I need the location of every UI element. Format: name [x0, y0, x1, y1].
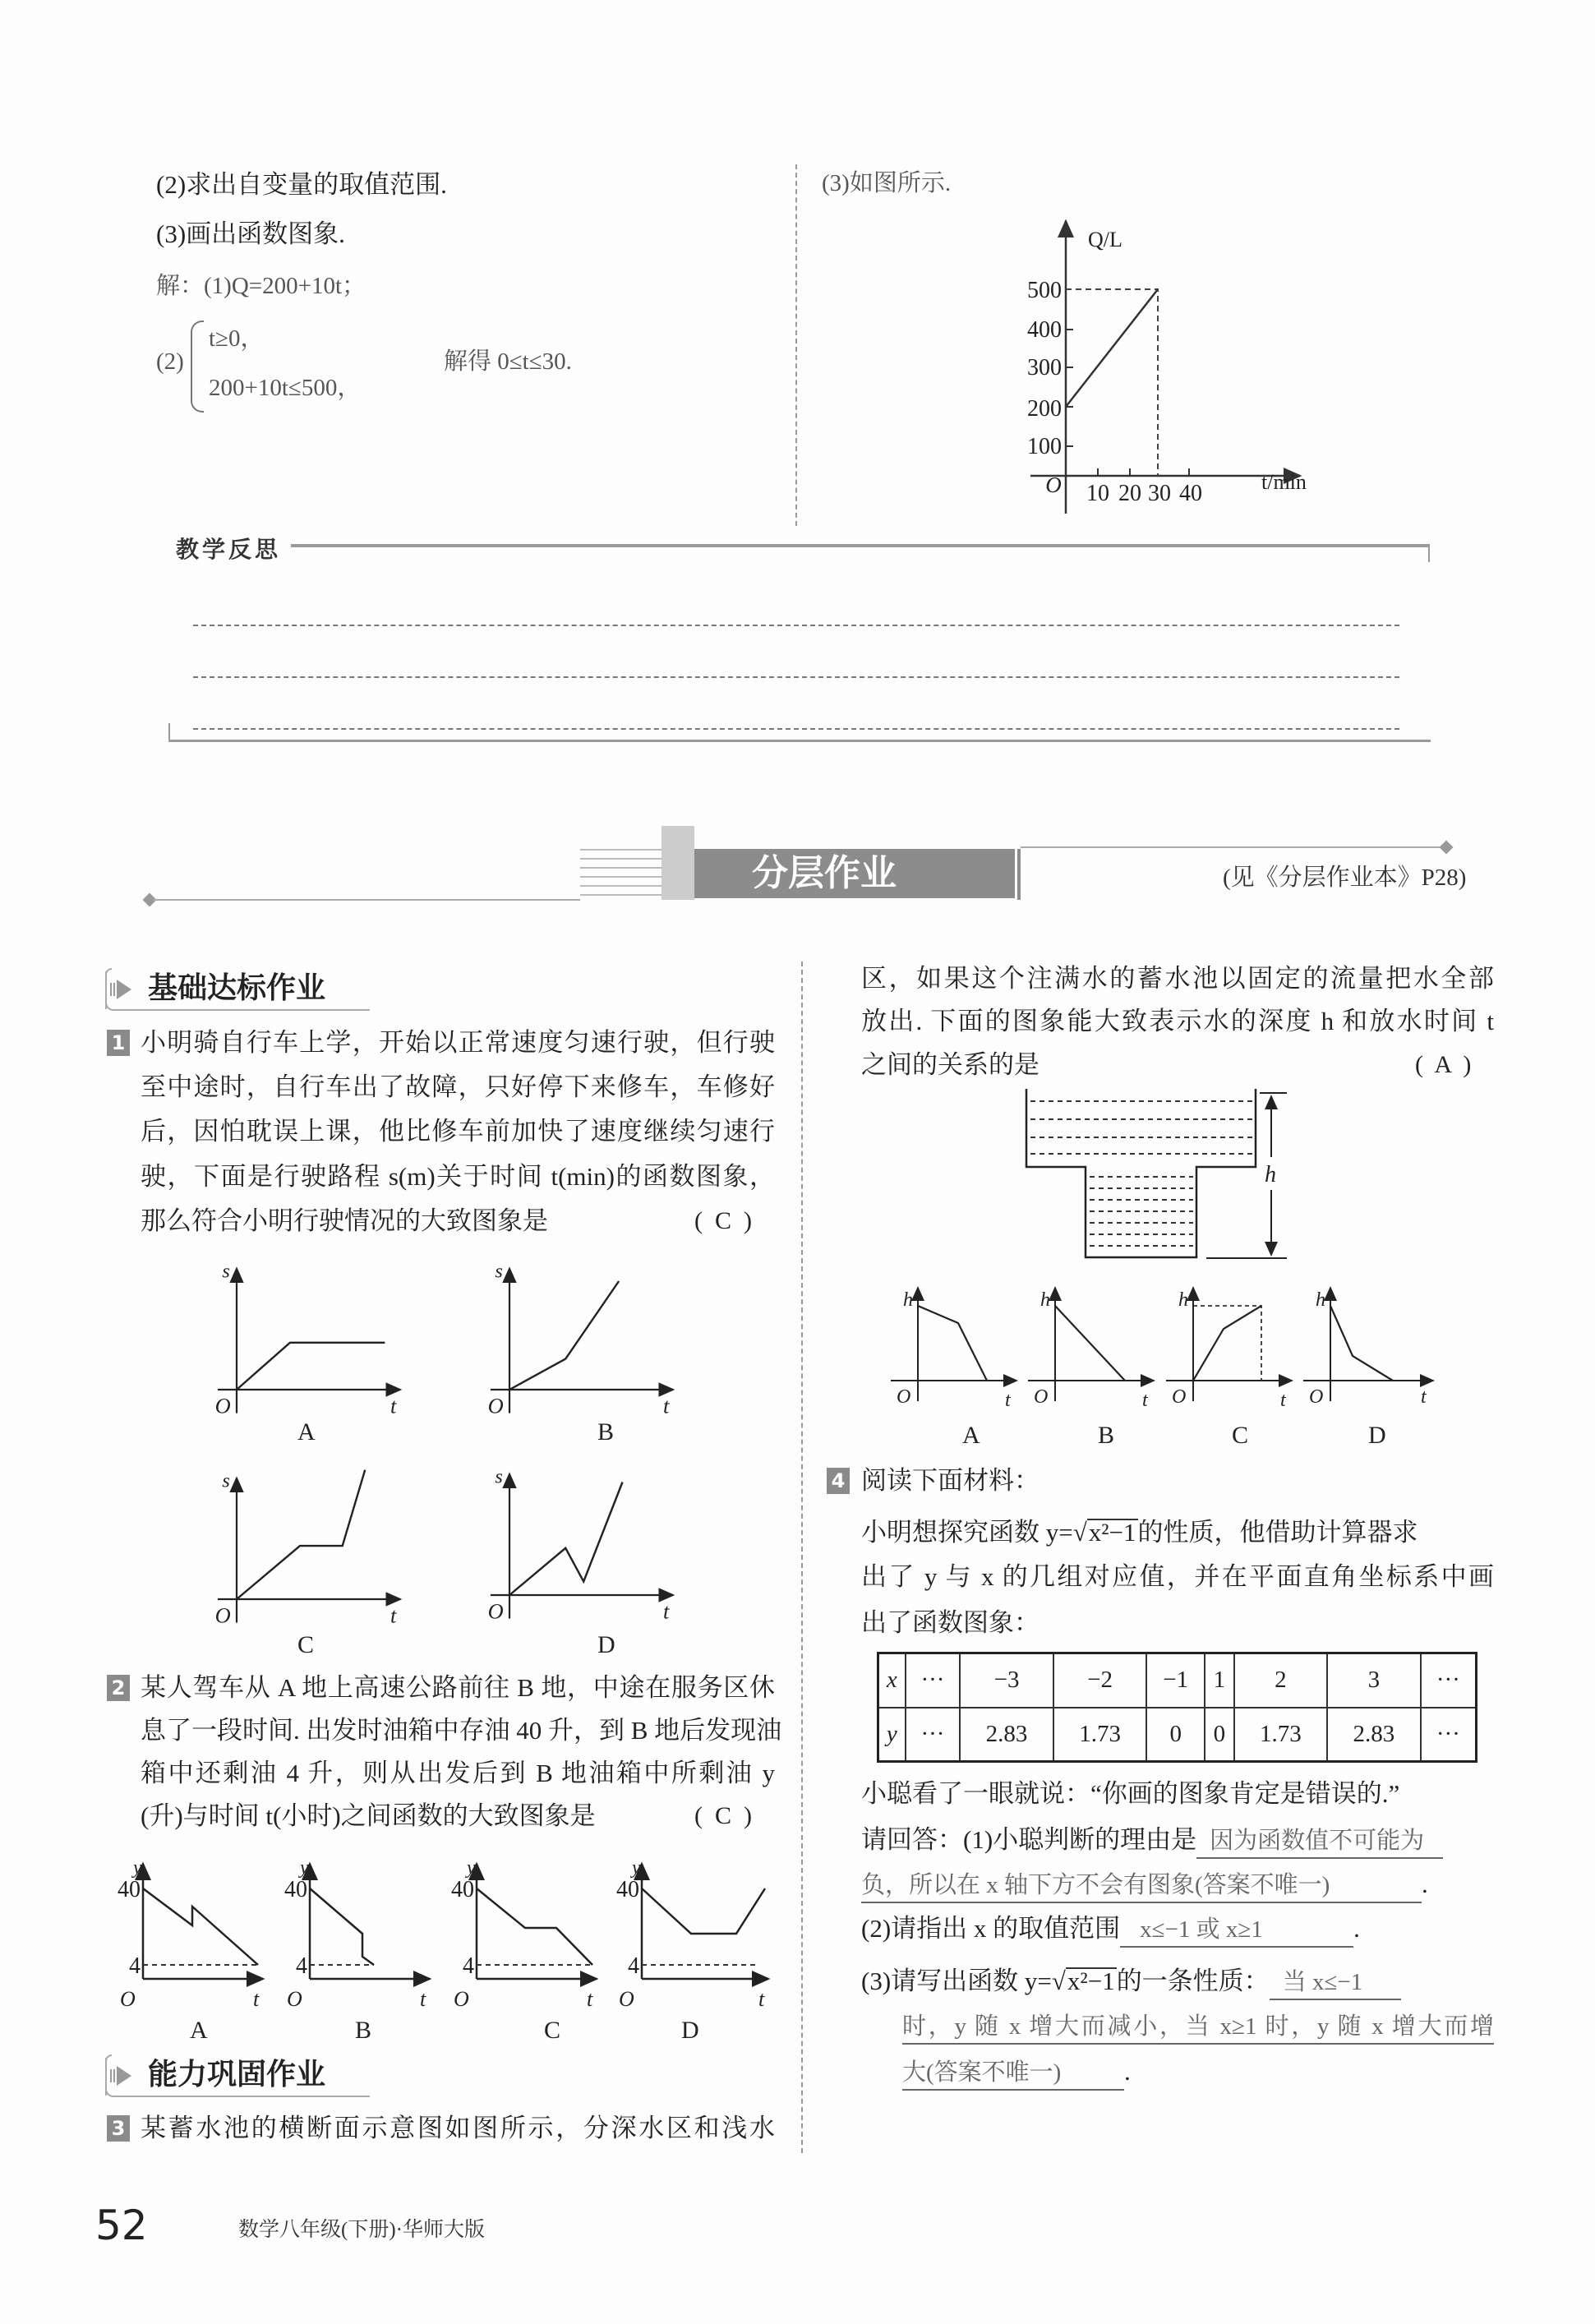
answer-choice: ( C ) [694, 1802, 752, 1829]
question-text: 小明骑自行车上学，开始以正常速度匀速行驶，但行驶 [141, 1028, 775, 1057]
table-cell: 0 [1146, 1708, 1205, 1762]
inequality-2: 200+10t≤500， [209, 375, 362, 401]
part-3-prompt: 的一条性质： [1116, 1967, 1270, 1995]
table-cell: −3 [960, 1653, 1053, 1708]
table-row-y [878, 1708, 1477, 1762]
reservoir-outline [1026, 1089, 1256, 1257]
part-2-prompt: (2)请指出 x 的取值范围 [861, 1914, 1121, 1943]
table-cell: x [878, 1653, 906, 1708]
axis-label-t: t [420, 1987, 426, 2011]
fuel-graph-option-b [269, 1856, 433, 2012]
question-part-2: (2)求出自变量的取值范围. [156, 170, 447, 199]
axis-label-h: h [1178, 1289, 1188, 1311]
table-cell: ··· [906, 1708, 961, 1762]
system-brace [191, 320, 204, 413]
reflection-title: 教学反思 [176, 536, 282, 563]
value-4-label: 4 [463, 1953, 474, 1979]
banner-rule-right [1021, 846, 1446, 848]
graph-line [509, 1281, 619, 1390]
solution-part-2-result: 解得 0≤t≤30. [444, 348, 572, 375]
graph-line [310, 1888, 374, 1965]
table-cell: 3 [1327, 1653, 1421, 1708]
x-axis-label: t/min [1261, 470, 1307, 494]
table-cell: ··· [906, 1653, 961, 1708]
option-label: A [190, 2017, 208, 2044]
answer-choice: ( C ) [694, 1207, 752, 1234]
part-1-answer[interactable]: 因为函数值不可能为 [1196, 1824, 1443, 1859]
depth-graph-option-d [1298, 1278, 1437, 1409]
question-text: 箱中还剩油 4 升，则从出发后到 B 地油箱中所剩油 y [141, 1759, 775, 1787]
graph-option-c [201, 1455, 408, 1626]
table-cell: 1.73 [1053, 1708, 1147, 1762]
intro-text: 小明想探究函数 y= [861, 1518, 1073, 1547]
question-text: 某蓄水池的横断面示意图如图所示，分深水区和浅水 [141, 2114, 775, 2142]
arrow-icon [110, 2069, 117, 2082]
table-cell: 2 [1234, 1653, 1328, 1708]
period: . [1124, 2057, 1131, 2086]
axis-label-t: t [253, 1987, 260, 2011]
axis-label-t: t [1005, 1390, 1011, 1409]
value-40-label: 40 [284, 1877, 307, 1902]
height-label: h [1265, 1162, 1276, 1187]
arrow-icon [117, 2066, 131, 2086]
axis-label-t: t [390, 1393, 397, 1417]
graph-line [477, 1888, 592, 1965]
option-label: C [1232, 1422, 1249, 1449]
question-text: 后，因怕耽误上课，他比修车前加快了速度继续匀速行 [141, 1117, 775, 1146]
option-label: D [681, 2017, 699, 2044]
part-1-prompt: 请回答：(1)小聪判断的理由是 [861, 1825, 1197, 1854]
axis-label-t: t [758, 1987, 765, 2011]
water-lines [1030, 1101, 1252, 1246]
part-3-answer[interactable]: 大(答案不唯一) [902, 2056, 1124, 2091]
question-text: 息了一段时间. 出发时油箱中存油 40 升，到 B 地后发现油 [141, 1716, 782, 1745]
origin-label: O [1045, 473, 1062, 497]
question-text: (升)与时间 t(小时)之间函数的大致图象是 [141, 1801, 596, 1830]
fuel-graph-option-a [102, 1856, 266, 2012]
axis-label-y: y [300, 1857, 309, 1879]
part-2-line [861, 1912, 1360, 1945]
option-label: A [297, 1418, 316, 1446]
section-title: 基础达标作业 [148, 971, 326, 1005]
fuel-graph-option-d [601, 1856, 773, 2012]
y-tick-label: 200 [1027, 396, 1062, 422]
intro-line: 出了函数图象： [861, 1608, 1040, 1637]
origin-label: O [287, 1987, 302, 2011]
sqrt-expression: √x²−1 [1051, 1967, 1115, 1995]
axis-label-t: t [663, 1393, 670, 1417]
option-label: D [597, 1631, 615, 1658]
question-number: 3 [107, 2115, 130, 2142]
column-divider [795, 164, 797, 526]
question-title: 阅读下面材料： [861, 1466, 1040, 1495]
question-text: 某人驾车从 A 地上高速公路前往 B 地，中途在服务区休 [141, 1673, 775, 1702]
y-tick-label: 100 [1027, 434, 1062, 459]
function-line [1066, 289, 1158, 407]
origin-label: O [214, 1393, 231, 1417]
question-text: 区，如果这个注满水的蓄水池以固定的流量把水全部 [861, 964, 1494, 993]
fuel-graph-option-c [436, 1856, 600, 2012]
reservoir-cross-section [1011, 1085, 1290, 1274]
axis-label-h: h [1316, 1289, 1325, 1311]
depth-graph-option-b [1022, 1278, 1158, 1409]
x-tick-label: 40 [1179, 481, 1202, 506]
origin-label: O [1172, 1386, 1187, 1408]
arrow-icon [117, 980, 131, 999]
graph-option-a [201, 1245, 408, 1417]
option-label: C [544, 2017, 561, 2044]
axis-label-t: t [390, 1602, 397, 1626]
banner-logo-block [662, 826, 694, 900]
graph-line [509, 1482, 623, 1596]
period: . [1353, 1914, 1360, 1943]
origin-label: O [487, 1598, 504, 1622]
axis-label-s: s [222, 1469, 230, 1492]
axis-label-t: t [1421, 1386, 1427, 1408]
graph-line [918, 1306, 987, 1381]
y-axis-label: Q/L [1088, 228, 1122, 251]
option-label: A [962, 1422, 980, 1449]
axis-label-t: t [587, 1987, 593, 2011]
part-1-line [861, 1868, 1428, 1901]
origin-label: O [619, 1987, 634, 2011]
sqrt-expression: √x²−1 [1072, 1518, 1136, 1547]
column-divider [801, 961, 803, 2153]
value-40-label: 40 [616, 1877, 639, 1902]
section-title: 能力巩固作业 [148, 2058, 326, 2091]
book-title: 数学八年级(下册)·华师大版 [238, 2219, 485, 2241]
inequality-1: t≥0， [209, 325, 265, 352]
arrow-icon [110, 983, 117, 996]
reflection-top-rule [291, 544, 1430, 547]
table-cell: 1 [1205, 1653, 1234, 1708]
part-3-answer[interactable]: 当 x≤−1 [1270, 1966, 1401, 2000]
value-40-label: 40 [451, 1877, 474, 1902]
depth-graph-option-a [885, 1278, 1021, 1409]
option-label: C [297, 1631, 315, 1658]
question-text: 那么符合小明行驶情况的大致图象是 [141, 1206, 548, 1235]
origin-label: O [487, 1393, 504, 1417]
comment-text: 小聪看了一眼就说：“你画的图象肯定是错误的.” [861, 1779, 1400, 1808]
reflection-corner [1428, 544, 1430, 562]
question-number: 2 [107, 1675, 130, 1701]
writing-line[interactable] [193, 676, 1399, 678]
part-3-line [861, 1965, 1401, 1998]
axis-label-y: y [467, 1857, 476, 1879]
table-row-x [878, 1653, 1477, 1708]
option-label: B [355, 2017, 372, 2044]
reflection-bottom-rule [168, 740, 1431, 742]
intro-line [861, 1516, 1418, 1549]
table-cell: 1.73 [1234, 1708, 1328, 1762]
part-2-answer[interactable]: x≤−1 或 x≥1 [1120, 1913, 1353, 1948]
banner-bar [1017, 849, 1021, 900]
question-text: 驶，下面是行驶路程 s(m)关于时间 t(min)的函数图象， [141, 1162, 775, 1191]
answer-choice: ( A ) [1415, 1051, 1472, 1078]
graph-line [143, 1888, 258, 1965]
question-text: 放出. 下面的图象能大致表示水的深度 h 和放水时间 t [861, 1007, 1494, 1035]
part-1-line [861, 1824, 1443, 1856]
table-cell: 2.83 [1327, 1708, 1421, 1762]
depth-graph-option-c [1160, 1278, 1296, 1409]
axis-label-s: s [495, 1465, 503, 1488]
value-4-label: 4 [129, 1953, 141, 1979]
solution-part-3: (3)如图所示. [822, 170, 952, 196]
axis-label-s: s [222, 1260, 230, 1283]
solution-part-1: 解：(1)Q=200+10t； [156, 273, 366, 299]
axis-label-h: h [903, 1289, 913, 1311]
question-text: 之间的关系的是 [861, 1050, 1040, 1079]
graph-option-b [473, 1245, 681, 1417]
axis-label-t: t [1142, 1390, 1148, 1409]
table-cell: ··· [1421, 1653, 1477, 1708]
graph-line [237, 1470, 365, 1599]
x-tick-label: 30 [1148, 481, 1171, 506]
page-number: 52 [95, 2202, 148, 2249]
radicand: x²−1 [1088, 1518, 1136, 1547]
solution-part-2-prefix: (2) [156, 348, 184, 375]
y-tick-label: 300 [1027, 355, 1062, 380]
writing-line[interactable] [193, 625, 1399, 626]
graph-line [1330, 1306, 1393, 1381]
table-cell: y [878, 1708, 906, 1762]
option-label: D [1368, 1422, 1386, 1449]
banner-title: 分层作业 [752, 852, 897, 894]
workbook-reference: (见《分层作业本》P28) [1223, 865, 1467, 891]
origin-label: O [214, 1602, 231, 1626]
graph-option-d [473, 1450, 681, 1622]
guide-dashed-lines [1193, 1306, 1261, 1381]
question-number: 4 [827, 1468, 850, 1494]
question-part-3: (3)画出函数图象. [156, 219, 345, 248]
table-cell: 0 [1205, 1708, 1234, 1762]
part-1-answer[interactable]: 负，所以在 x 轴下方不会有图象(答案不唯一) [861, 1869, 1422, 1903]
period: . [1422, 1870, 1428, 1898]
table-cell: 2.83 [960, 1708, 1053, 1762]
part-3-answer[interactable]: 时，y 随 x 增大而减小，当 x≥1 时，y 随 x 增大而增 [902, 2010, 1494, 2045]
value-table [877, 1652, 1477, 1763]
axis-label-t: t [1280, 1390, 1286, 1409]
axis-label-h: h [1040, 1289, 1050, 1311]
graph-line [1193, 1306, 1261, 1381]
diamond-icon [1440, 841, 1454, 855]
y-tick-label: 400 [1027, 317, 1062, 343]
guide-dashed-lines [1066, 289, 1158, 476]
value-4-label: 4 [628, 1953, 639, 1979]
origin-label: O [897, 1386, 911, 1408]
graph-line [1055, 1306, 1125, 1381]
value-4-label: 4 [296, 1953, 307, 1979]
axis-label-s: s [495, 1260, 503, 1283]
x-tick-label: 20 [1118, 481, 1141, 506]
y-tick-label: 500 [1027, 278, 1062, 303]
part-3-prompt: (3)请写出函数 y= [861, 1967, 1052, 1995]
reflection-corner [168, 723, 170, 741]
intro-line: 出了 y 与 x 的几组对应值，并在平面直角坐标系中画 [861, 1562, 1494, 1591]
intro-text: 的性质，他借助计算器求 [1137, 1518, 1418, 1547]
option-label: B [1098, 1422, 1115, 1449]
radicand: x²−1 [1067, 1967, 1115, 1995]
table-cell: −2 [1053, 1653, 1147, 1708]
graph-line [237, 1343, 385, 1390]
question-text: 至中途时，自行车出了故障，只好停下来修车，车修好 [141, 1072, 775, 1101]
origin-label: O [454, 1987, 469, 2011]
writing-line[interactable] [193, 728, 1399, 730]
banner-box [694, 849, 1015, 898]
part-3-line [902, 2055, 1131, 2088]
question-number: 1 [107, 1030, 130, 1056]
q-t-graph [986, 205, 1331, 518]
table-cell: −1 [1146, 1653, 1205, 1708]
origin-label: O [120, 1987, 136, 2011]
origin-label: O [1034, 1386, 1049, 1408]
banner-stripes [580, 849, 662, 898]
axis-label-t: t [663, 1598, 670, 1622]
origin-label: O [1309, 1386, 1324, 1408]
axis-label-y: y [133, 1857, 142, 1879]
x-tick-label: 10 [1086, 481, 1109, 506]
value-40-label: 40 [118, 1877, 141, 1902]
banner-rule-left [153, 899, 580, 901]
graph-line [642, 1888, 765, 1934]
table-cell: ··· [1421, 1708, 1477, 1762]
axis-label-y: y [632, 1857, 641, 1879]
option-label: B [597, 1418, 615, 1446]
